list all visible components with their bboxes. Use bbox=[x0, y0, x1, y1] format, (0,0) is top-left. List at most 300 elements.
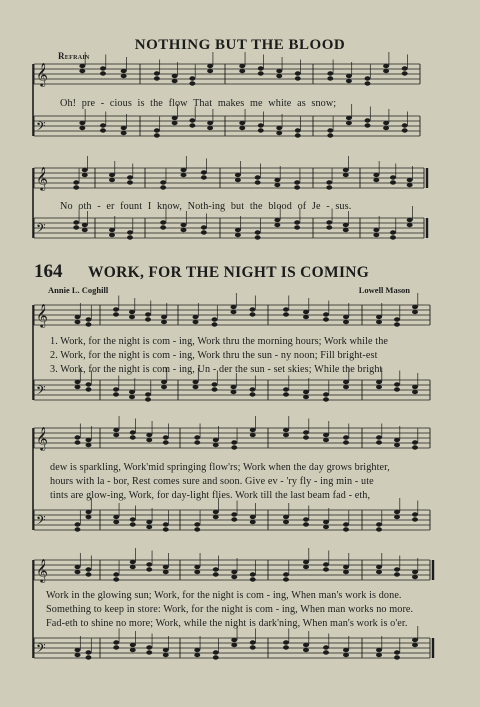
note-head bbox=[394, 387, 400, 391]
note-head bbox=[327, 133, 333, 137]
note-head bbox=[250, 577, 256, 581]
note-head bbox=[100, 71, 106, 75]
note-head bbox=[276, 131, 282, 135]
note-head bbox=[327, 76, 333, 80]
note-head bbox=[160, 220, 166, 224]
note-head bbox=[412, 445, 418, 449]
note-head bbox=[373, 233, 379, 237]
note-head bbox=[193, 315, 199, 319]
note-head bbox=[376, 320, 382, 324]
note-head bbox=[283, 520, 289, 524]
note-head bbox=[394, 438, 400, 442]
note-head bbox=[82, 228, 88, 232]
note-head bbox=[283, 392, 289, 396]
note-head bbox=[231, 385, 237, 389]
note-head bbox=[231, 638, 237, 642]
note-head bbox=[343, 315, 349, 319]
note-head bbox=[346, 74, 352, 78]
note-head bbox=[82, 223, 88, 227]
note-head bbox=[109, 228, 115, 232]
note-head bbox=[250, 387, 256, 391]
note-head bbox=[390, 235, 396, 239]
note-head bbox=[303, 395, 309, 399]
note-head bbox=[283, 572, 289, 576]
bass-clef-icon: 𝄢 bbox=[36, 513, 46, 531]
note-head bbox=[212, 317, 218, 321]
note-head bbox=[258, 71, 264, 75]
note-head bbox=[160, 225, 166, 229]
note-head bbox=[412, 575, 418, 579]
note-head bbox=[294, 185, 300, 189]
note-head bbox=[75, 527, 81, 531]
note-head bbox=[365, 81, 371, 85]
note-head bbox=[79, 69, 85, 73]
treble-clef-icon: 𝄞 bbox=[36, 166, 48, 190]
note-head bbox=[394, 515, 400, 519]
note-head bbox=[172, 121, 178, 125]
note-head bbox=[394, 443, 400, 447]
note-head bbox=[161, 320, 167, 324]
note-head bbox=[231, 390, 237, 394]
note-head bbox=[294, 225, 300, 229]
note-head bbox=[231, 512, 237, 516]
note-head bbox=[250, 572, 256, 576]
note-head bbox=[303, 560, 309, 564]
note-head bbox=[412, 643, 418, 647]
note-head bbox=[303, 430, 309, 434]
note-head bbox=[194, 527, 200, 531]
note-head bbox=[327, 128, 333, 132]
note-head bbox=[231, 310, 237, 314]
note-head bbox=[376, 435, 382, 439]
note-head bbox=[402, 123, 408, 127]
note-head bbox=[412, 310, 418, 314]
note-head bbox=[161, 380, 167, 384]
treble-clef-icon: 𝄞 bbox=[36, 62, 48, 86]
note-head bbox=[113, 577, 119, 581]
note-head bbox=[207, 69, 213, 73]
note-head bbox=[394, 655, 400, 659]
note-head bbox=[250, 640, 256, 644]
note-head bbox=[212, 382, 218, 386]
note-head bbox=[127, 175, 133, 179]
note-head bbox=[75, 380, 81, 384]
note-head bbox=[258, 128, 264, 132]
note-head bbox=[323, 645, 329, 649]
note-head bbox=[276, 69, 282, 73]
note-head bbox=[163, 522, 169, 526]
note-head bbox=[274, 183, 280, 187]
note-head bbox=[130, 648, 136, 652]
verse-line: tints are glow-ing, Work, for day-light flies. Work till the last beam fad - eth, bbox=[50, 490, 371, 501]
note-head bbox=[323, 433, 329, 437]
note-head bbox=[113, 387, 119, 391]
note-head bbox=[283, 433, 289, 437]
note-head bbox=[189, 118, 195, 122]
note-head bbox=[239, 69, 245, 73]
note-head bbox=[121, 69, 127, 73]
note-head bbox=[323, 525, 329, 529]
note-head bbox=[163, 648, 169, 652]
note-head bbox=[250, 515, 256, 519]
note-head bbox=[113, 307, 119, 311]
note-head bbox=[113, 392, 119, 396]
note-head bbox=[343, 440, 349, 444]
note-head bbox=[323, 397, 329, 401]
note-head bbox=[250, 312, 256, 316]
note-head bbox=[255, 180, 261, 184]
words-credit: Annie L. Coghill bbox=[48, 285, 109, 295]
note-head bbox=[127, 235, 133, 239]
note-head bbox=[295, 133, 301, 137]
note-head bbox=[258, 123, 264, 127]
note-head bbox=[79, 121, 85, 125]
note-head bbox=[100, 66, 106, 70]
note-head bbox=[412, 517, 418, 521]
note-head bbox=[86, 382, 92, 386]
note-head bbox=[390, 175, 396, 179]
note-head bbox=[239, 126, 245, 130]
note-head bbox=[189, 81, 195, 85]
note-head bbox=[303, 390, 309, 394]
note-head bbox=[130, 560, 136, 564]
note-head bbox=[250, 433, 256, 437]
note-head bbox=[376, 380, 382, 384]
note-head bbox=[373, 173, 379, 177]
note-head bbox=[231, 575, 237, 579]
note-head bbox=[130, 522, 136, 526]
verse-line: Fad-eth to shine no more; Work, while the night is dark'ning, When man's work is o'er. bbox=[46, 618, 408, 629]
bass-clef-icon: 𝄢 bbox=[36, 641, 46, 659]
note-head bbox=[194, 440, 200, 444]
note-head bbox=[250, 520, 256, 524]
note-head bbox=[394, 317, 400, 321]
note-head bbox=[109, 233, 115, 237]
note-head bbox=[343, 173, 349, 177]
note-head bbox=[303, 315, 309, 319]
note-head bbox=[172, 79, 178, 83]
note-head bbox=[283, 307, 289, 311]
note-head bbox=[231, 517, 237, 521]
note-head bbox=[160, 185, 166, 189]
note-head bbox=[146, 525, 152, 529]
note-head bbox=[283, 515, 289, 519]
note-head bbox=[163, 440, 169, 444]
note-head bbox=[213, 655, 219, 659]
note-head bbox=[181, 168, 187, 172]
note-head bbox=[113, 515, 119, 519]
note-head bbox=[160, 180, 166, 184]
note-head bbox=[394, 650, 400, 654]
note-head bbox=[276, 74, 282, 78]
note-head bbox=[121, 131, 127, 135]
note-head bbox=[193, 320, 199, 324]
note-head bbox=[239, 64, 245, 68]
note-head bbox=[212, 387, 218, 391]
note-head bbox=[376, 653, 382, 657]
lyric-line: No oth - er fount I know, Noth-ing but the blood of Je - sus. bbox=[60, 201, 352, 212]
note-head bbox=[402, 71, 408, 75]
note-head bbox=[235, 233, 241, 237]
bass-clef-icon: 𝄢 bbox=[36, 119, 46, 137]
note-head bbox=[373, 178, 379, 182]
note-head bbox=[86, 322, 92, 326]
note-head bbox=[181, 223, 187, 227]
note-head bbox=[327, 71, 333, 75]
note-head bbox=[130, 643, 136, 647]
lyric-line: Oh! pre - cious is the flow That makes me white as snow; bbox=[60, 98, 337, 109]
note-head bbox=[235, 178, 241, 182]
note-head bbox=[113, 572, 119, 576]
note-head bbox=[145, 317, 151, 321]
note-head bbox=[127, 180, 133, 184]
note-head bbox=[145, 397, 151, 401]
note-head bbox=[376, 565, 382, 569]
note-head bbox=[412, 390, 418, 394]
note-head bbox=[346, 121, 352, 125]
note-head bbox=[213, 510, 219, 514]
note-head bbox=[231, 570, 237, 574]
note-head bbox=[303, 648, 309, 652]
note-head bbox=[75, 320, 81, 324]
note-head bbox=[154, 71, 160, 75]
note-head bbox=[231, 440, 237, 444]
note-head bbox=[193, 385, 199, 389]
treble-clef-icon: 𝄞 bbox=[36, 303, 48, 327]
note-head bbox=[323, 520, 329, 524]
note-head bbox=[193, 380, 199, 384]
note-head bbox=[113, 428, 119, 432]
hymn-title-refrain: NOTHING BUT THE BLOOD bbox=[134, 37, 346, 53]
note-head bbox=[86, 572, 92, 576]
note-head bbox=[343, 223, 349, 227]
note-head bbox=[343, 435, 349, 439]
note-head bbox=[163, 527, 169, 531]
note-head bbox=[383, 126, 389, 130]
note-head bbox=[373, 228, 379, 232]
note-head bbox=[250, 428, 256, 432]
note-head bbox=[207, 126, 213, 130]
note-head bbox=[376, 527, 382, 531]
note-head bbox=[194, 653, 200, 657]
note-head bbox=[146, 520, 152, 524]
note-head bbox=[343, 527, 349, 531]
note-head bbox=[383, 69, 389, 73]
note-head bbox=[343, 648, 349, 652]
note-head bbox=[343, 385, 349, 389]
note-head bbox=[194, 522, 200, 526]
note-head bbox=[303, 565, 309, 569]
note-head bbox=[323, 317, 329, 321]
note-head bbox=[294, 220, 300, 224]
note-head bbox=[201, 175, 207, 179]
note-head bbox=[390, 230, 396, 234]
bass-clef-icon: 𝄢 bbox=[36, 221, 46, 239]
verse-line: dew is sparkling, Work'mid springing flow'rs; Work when the day grows brighter, bbox=[50, 462, 390, 473]
note-head bbox=[163, 653, 169, 657]
note-head bbox=[163, 565, 169, 569]
note-head bbox=[161, 315, 167, 319]
note-head bbox=[161, 385, 167, 389]
note-head bbox=[283, 428, 289, 432]
note-head bbox=[113, 640, 119, 644]
note-head bbox=[407, 223, 413, 227]
note-head bbox=[343, 522, 349, 526]
note-head bbox=[407, 218, 413, 222]
note-head bbox=[394, 322, 400, 326]
note-head bbox=[231, 445, 237, 449]
note-head bbox=[255, 175, 261, 179]
note-head bbox=[343, 565, 349, 569]
note-head bbox=[189, 123, 195, 127]
note-head bbox=[163, 435, 169, 439]
note-head bbox=[113, 520, 119, 524]
note-head bbox=[145, 392, 151, 396]
note-head bbox=[412, 305, 418, 309]
note-head bbox=[258, 66, 264, 70]
note-head bbox=[343, 653, 349, 657]
note-head bbox=[326, 220, 332, 224]
note-head bbox=[207, 121, 213, 125]
note-head bbox=[194, 565, 200, 569]
verse-line: hours with la - bor, Rest comes sure and soon. Give ev - 'ry fly - ing min - ute bbox=[50, 476, 374, 487]
note-head bbox=[75, 648, 81, 652]
verse-line: 2. Work, for the night is com - ing, Work thru the sun - ny noon; Fill bright-est bbox=[50, 350, 378, 361]
note-head bbox=[346, 79, 352, 83]
hymn-number: 164 bbox=[34, 261, 63, 282]
note-head bbox=[365, 118, 371, 122]
note-head bbox=[407, 183, 413, 187]
note-head bbox=[146, 438, 152, 442]
note-head bbox=[79, 64, 85, 68]
note-head bbox=[303, 310, 309, 314]
verse-line: Something to keep in store: Work, for the night is com - ing, When man works no more. bbox=[46, 604, 414, 615]
note-head bbox=[86, 443, 92, 447]
note-head bbox=[323, 438, 329, 442]
note-head bbox=[383, 121, 389, 125]
note-head bbox=[274, 223, 280, 227]
note-head bbox=[154, 128, 160, 132]
note-head bbox=[82, 168, 88, 172]
note-head bbox=[130, 435, 136, 439]
note-head bbox=[127, 230, 133, 234]
note-head bbox=[130, 565, 136, 569]
note-head bbox=[75, 522, 81, 526]
note-head bbox=[129, 315, 135, 319]
note-head bbox=[75, 315, 81, 319]
note-head bbox=[213, 438, 219, 442]
note-head bbox=[412, 638, 418, 642]
note-head bbox=[394, 567, 400, 571]
note-head bbox=[201, 170, 207, 174]
note-head bbox=[86, 317, 92, 321]
note-head bbox=[303, 517, 309, 521]
note-head bbox=[163, 570, 169, 574]
bass-clef-icon: 𝄢 bbox=[36, 383, 46, 401]
note-head bbox=[189, 76, 195, 80]
note-head bbox=[130, 430, 136, 434]
note-head bbox=[323, 567, 329, 571]
note-head bbox=[402, 66, 408, 70]
note-head bbox=[343, 168, 349, 172]
note-head bbox=[376, 440, 382, 444]
note-head bbox=[274, 218, 280, 222]
note-head bbox=[146, 567, 152, 571]
note-head bbox=[172, 74, 178, 78]
note-head bbox=[113, 433, 119, 437]
note-head bbox=[250, 307, 256, 311]
note-head bbox=[274, 178, 280, 182]
note-head bbox=[376, 385, 382, 389]
note-head bbox=[146, 645, 152, 649]
note-head bbox=[326, 180, 332, 184]
note-head bbox=[82, 173, 88, 177]
note-head bbox=[323, 562, 329, 566]
note-head bbox=[343, 228, 349, 232]
note-head bbox=[213, 567, 219, 571]
verse-line: 1. Work, for the night is com - ing, Work thru the morning hours; Work while the bbox=[50, 336, 389, 347]
note-head bbox=[239, 121, 245, 125]
note-head bbox=[343, 320, 349, 324]
note-head bbox=[295, 128, 301, 132]
note-head bbox=[326, 185, 332, 189]
note-head bbox=[181, 228, 187, 232]
note-head bbox=[231, 643, 237, 647]
note-head bbox=[407, 178, 413, 182]
note-head bbox=[130, 517, 136, 521]
note-head bbox=[145, 312, 151, 316]
note-head bbox=[365, 123, 371, 127]
note-head bbox=[86, 387, 92, 391]
note-head bbox=[303, 643, 309, 647]
note-head bbox=[376, 570, 382, 574]
note-head bbox=[154, 133, 160, 137]
note-head bbox=[194, 570, 200, 574]
note-head bbox=[201, 230, 207, 234]
note-head bbox=[376, 522, 382, 526]
note-head bbox=[412, 385, 418, 389]
note-head bbox=[75, 653, 81, 657]
note-head bbox=[129, 390, 135, 394]
note-head bbox=[73, 225, 79, 229]
note-head bbox=[323, 650, 329, 654]
note-head bbox=[146, 433, 152, 437]
music-credit: Lowell Mason bbox=[358, 285, 410, 295]
note-head bbox=[207, 64, 213, 68]
note-head bbox=[213, 572, 219, 576]
treble-clef-icon: 𝄞 bbox=[36, 426, 48, 450]
note-head bbox=[343, 570, 349, 574]
section-label-refrain: Refrain bbox=[58, 51, 90, 61]
note-head bbox=[323, 392, 329, 396]
note-head bbox=[86, 515, 92, 519]
note-head bbox=[365, 76, 371, 80]
note-head bbox=[213, 515, 219, 519]
note-head bbox=[75, 435, 81, 439]
note-head bbox=[402, 128, 408, 132]
note-head bbox=[86, 650, 92, 654]
note-head bbox=[113, 645, 119, 649]
note-head bbox=[73, 185, 79, 189]
note-head bbox=[303, 435, 309, 439]
note-head bbox=[283, 640, 289, 644]
note-head bbox=[383, 64, 389, 68]
note-head bbox=[129, 310, 135, 314]
note-head bbox=[295, 71, 301, 75]
note-head bbox=[412, 512, 418, 516]
note-head bbox=[255, 235, 261, 239]
note-head bbox=[323, 312, 329, 316]
